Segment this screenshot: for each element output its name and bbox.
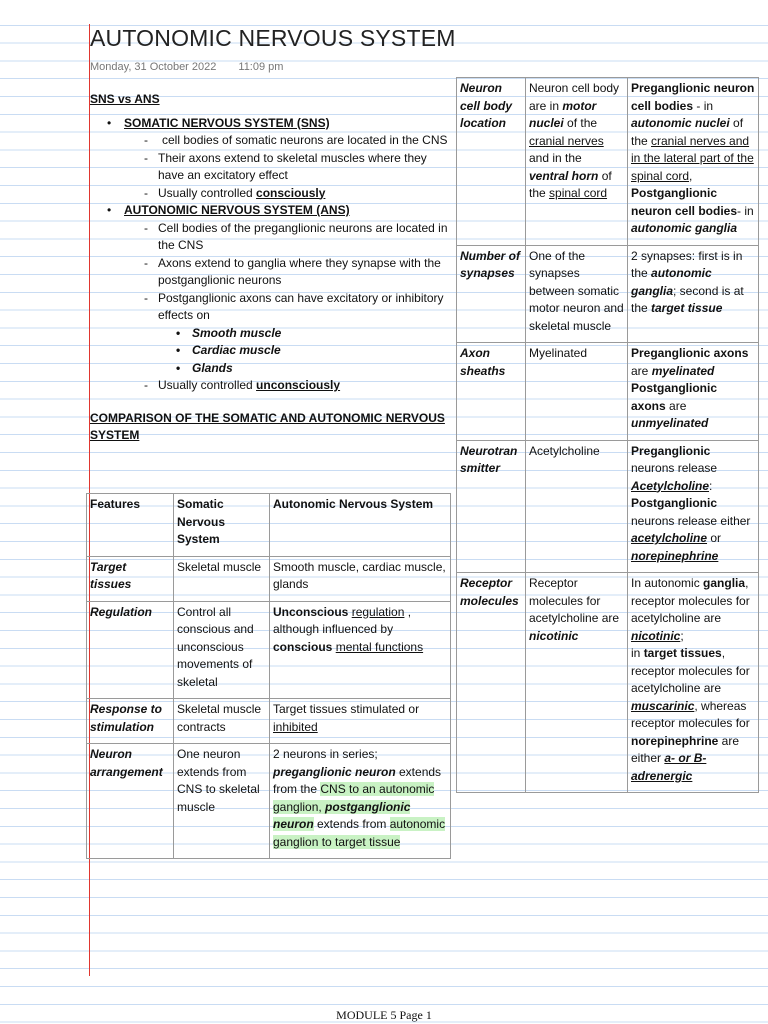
dash-icon: - <box>144 133 148 147</box>
text-run: : <box>709 478 713 493</box>
text-run: autonomic nuclei <box>631 116 730 130</box>
text-run: - in <box>693 98 714 113</box>
text-run: are <box>631 363 652 378</box>
text-run: ventral horn <box>529 168 599 183</box>
text-run: cranial nerves and in the lateral part of the spinal cord <box>631 133 754 183</box>
ans-section <box>90 202 452 395</box>
ans-point-text: Cell bodies of the preganglionic neurons are located in the CNS <box>158 220 448 252</box>
text-run: , whereas receptor molecules for <box>631 698 750 730</box>
sns-title: SOMATIC NERVOUS SYSTEM (SNS) <box>124 115 330 130</box>
text-run: and in the <box>529 151 582 165</box>
text-run: norepinephrine <box>631 733 719 748</box>
text-run: target tissue <box>651 301 723 315</box>
sns-point <box>124 132 452 150</box>
text-run: , <box>689 168 693 183</box>
feature-cell: Receptor molecules <box>457 573 526 793</box>
ans-point <box>124 220 452 255</box>
comparison-table <box>86 493 451 859</box>
text-run: mental functions <box>335 639 424 654</box>
autonomic-cell: Smooth muscle, cardiac muscle, glands <box>270 556 451 601</box>
text-run: Neuron cell body are in <box>529 81 620 113</box>
ans-point <box>124 377 452 395</box>
feature-cell: Regulation <box>87 601 174 699</box>
autonomic-cell <box>270 699 451 744</box>
text-run: Acetylcholine <box>631 478 710 493</box>
somatic-cell: Acetylcholine <box>526 440 628 573</box>
text-run: acetylcholine <box>631 531 708 545</box>
sns-point <box>124 185 452 203</box>
text-run: extends from <box>313 817 390 831</box>
somatic-cell: Skeletal muscle contracts <box>174 699 270 744</box>
effector-item <box>158 342 452 360</box>
text-run: myelinated <box>651 363 715 378</box>
sns-points <box>124 132 452 202</box>
text-run: unmyelinated <box>631 416 709 430</box>
effector-text: Glands <box>192 360 233 375</box>
sns-point <box>124 150 452 185</box>
text-run: 2 neurons in series; <box>273 747 378 761</box>
text-run: motor nuclei <box>529 98 597 130</box>
text-run: spinal cord <box>549 186 608 200</box>
table-row <box>457 78 759 246</box>
sns-controlled-word: consciously <box>256 185 326 200</box>
text-run: 2 synapses: first is in the <box>631 248 743 280</box>
feature-cell: Neuron cell body location <box>457 78 526 246</box>
text-run: Preganglionic <box>631 443 711 458</box>
text-run: preganglionic neuron <box>273 764 396 779</box>
feature-cell: Target tissues <box>87 556 174 601</box>
sns-section <box>90 115 452 203</box>
somatic-cell <box>526 573 628 793</box>
ans-point <box>124 290 452 378</box>
feature-cell: Response to stimulation <box>87 699 174 744</box>
text-run: ; second is at the <box>631 283 744 315</box>
comparison-title: COMPARISON OF THE SOMATIC AND AUTONOMIC NERVOUS SYSTEM <box>90 410 445 442</box>
header-features: Features <box>87 494 174 557</box>
highlighted-text: autonomic ganglion to target tissue <box>273 817 446 849</box>
dash-icon: - <box>144 185 148 200</box>
text-run: Preganglionic axons <box>631 346 749 360</box>
systems-list <box>90 115 452 395</box>
text-run: extends from the <box>273 764 442 796</box>
text-run: in <box>631 646 644 660</box>
autonomic-cell <box>628 78 759 246</box>
text-run: of the <box>563 116 598 130</box>
table-row <box>87 601 451 699</box>
autonomic-cell <box>628 573 759 793</box>
text-run: of the <box>631 116 744 148</box>
bullet-icon: • <box>176 343 181 357</box>
dash-icon: - <box>144 255 148 270</box>
bullet-icon: • <box>107 115 112 130</box>
text-run: , although influenced by <box>273 604 412 636</box>
text-run: or <box>707 531 722 545</box>
text-run: target tissues <box>643 646 722 660</box>
sns-point-text: cell bodies of somatic neurons are located in the CNS <box>162 133 448 147</box>
feature-cell: Axon sheaths <box>457 343 526 441</box>
autonomic-cell <box>628 440 759 573</box>
ans-point-text: Axons extend to ganglia where they synapse with the postganglionic neurons <box>158 255 441 287</box>
text-run: ganglia <box>703 576 746 590</box>
text-run: nicotinic <box>529 628 579 643</box>
table-row <box>457 440 759 573</box>
somatic-cell <box>526 78 628 246</box>
table-row <box>87 556 451 601</box>
text-run: are either <box>631 733 740 765</box>
ans-controlled-prefix: Usually controlled <box>158 378 257 392</box>
text-run: regulation <box>351 604 405 619</box>
page-datetime <box>90 61 283 73</box>
text-run: muscarinic <box>631 698 695 713</box>
text-run: conscious <box>273 639 333 654</box>
somatic-cell: Skeletal muscle <box>174 556 270 601</box>
somatic-cell: One of the synapses between somatic motor neuron and skeletal muscle <box>526 245 628 343</box>
text-run: , receptor molecules for acetylcholine are <box>631 646 750 695</box>
sns-vs-ans-heading: SNS vs ANS <box>90 92 160 106</box>
table-header-row <box>87 494 451 557</box>
comparison-table-continued <box>456 77 759 793</box>
bullet-icon: • <box>176 360 181 375</box>
page-title: AUTONOMIC NERVOUS SYSTEM <box>90 25 456 51</box>
table-row <box>457 245 759 343</box>
text-run: , receptor molecules for acetylcholine are <box>631 576 750 625</box>
somatic-cell: Myelinated <box>526 343 628 441</box>
text-run: Preganglionic neuron cell bodies <box>631 81 755 113</box>
text-run: ; <box>680 628 684 643</box>
page-footer: MODULE 5 Page 1 <box>336 1008 432 1022</box>
ans-controlled-word: unconsciously <box>256 378 341 392</box>
somatic-cell: Control all conscious and unconscious movements of skeletal <box>174 601 270 699</box>
effector-text: Smooth muscle <box>192 325 282 340</box>
text-run: - in <box>737 203 754 218</box>
ans-points <box>124 220 452 395</box>
header-autonomic: Autonomic Nervous System <box>270 494 451 557</box>
text-run: Postganglionic axons <box>631 381 718 413</box>
text-run: nicotinic <box>631 628 681 643</box>
table-row <box>457 573 759 793</box>
page-date: Monday, 31 October 2022 <box>90 61 217 73</box>
table-row <box>87 744 451 859</box>
text-run: inhibited <box>273 719 318 734</box>
page-time: 11:09 pm <box>238 61 284 73</box>
text-run: of the <box>529 168 612 200</box>
highlighted-text: CNS to an autonomic ganglion, <box>273 782 435 814</box>
autonomic-cell <box>270 744 451 859</box>
autonomic-cell <box>628 245 759 343</box>
table-row <box>457 343 759 441</box>
dash-icon: - <box>144 290 148 305</box>
dash-icon: - <box>144 378 148 392</box>
text-run: are <box>665 398 687 413</box>
effector-list <box>158 325 452 378</box>
sns-point-text: Their axons extend to skeletal muscles where they have an excitatory effect <box>158 150 427 182</box>
feature-cell: Number of synapses <box>457 245 526 343</box>
text-run: Target tissues stimulated or <box>273 702 420 716</box>
somatic-cell: One neuron extends from CNS to skeletal muscle <box>174 744 270 859</box>
header-somatic: Somatic Nervous System <box>174 494 270 557</box>
effector-text: Cardiac muscle <box>192 343 281 357</box>
text-run: Receptor molecules for acetylcholine are <box>529 576 620 625</box>
text-run: Postganglionic <box>631 496 718 510</box>
text-run: neurons release either <box>631 513 751 528</box>
notes-column <box>90 91 452 445</box>
ans-title: AUTONOMIC NERVOUS SYSTEM (ANS) <box>124 203 350 217</box>
feature-cell: Neuron arrangement <box>87 744 174 859</box>
text-run: cranial nerves <box>529 133 604 148</box>
sns-controlled-prefix: Usually controlled <box>158 185 257 200</box>
text-run: a- or B-adrenergic <box>631 751 707 783</box>
text-run: In autonomic <box>631 576 704 590</box>
feature-cell: Neurotransmitter <box>457 440 526 573</box>
bullet-icon: • <box>107 203 112 217</box>
text-run: autonomic ganglia <box>631 221 738 235</box>
highlighted-text: postganglionic neuron <box>273 799 411 831</box>
ans-point <box>124 255 452 290</box>
effector-item <box>158 360 452 378</box>
autonomic-cell <box>270 601 451 699</box>
dash-icon: - <box>144 220 148 235</box>
text-run: autonomic ganglia <box>631 266 712 298</box>
text-run: neurons release <box>631 461 718 475</box>
text-run: Unconscious <box>273 604 349 619</box>
text-run: Postganglionic neuron cell bodies <box>631 186 738 218</box>
dash-icon: - <box>144 150 148 165</box>
autonomic-cell <box>628 343 759 441</box>
effector-item <box>158 325 452 343</box>
ans-point-text: Postganglionic axons can have excitatory or inhibitory effects on <box>158 290 444 322</box>
bullet-icon: • <box>176 325 181 340</box>
table-row <box>87 699 451 744</box>
text-run: norepinephrine <box>631 548 719 563</box>
